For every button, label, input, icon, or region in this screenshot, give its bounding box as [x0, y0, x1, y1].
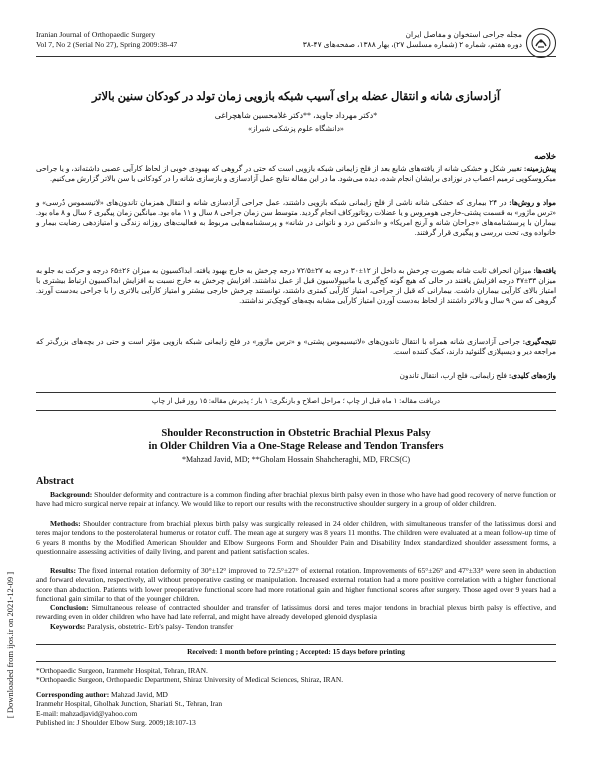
corresponding-author-label: Corresponding author:: [36, 690, 110, 699]
footnote-affiliation-2: *Orthopaedic Surgeon, Orthopaedic Department, Shiraz University of Medical Sciences, Shiraz, IRAN.: [36, 675, 344, 685]
persian-title: آزادسازی شانه و انتقال عضله برای آسیب شبکه بازویی زمان تولد در کودکان سنین بالاتر: [91, 91, 501, 103]
english-footnotes: [36, 666, 556, 685]
english-keywords-label: Keywords:: [50, 622, 86, 631]
persian-conclusion-label: نتیجه‌گیری:: [522, 337, 556, 346]
english-title: [36, 428, 556, 453]
footnote-affiliation-1: *Orthopaedic Surgeon, Iranmehr Hospital, Tehran, IRAN.: [36, 666, 208, 675]
english-methods: [36, 519, 556, 556]
persian-background: [36, 164, 556, 184]
download-stamp-text: [ Downloaded from ijos.ir on 2021-12-09 ]: [5, 571, 15, 719]
journal-name-english: Iranian Journal of Orthopaedic Surgery: [36, 30, 156, 39]
persian-keywords: [36, 371, 556, 381]
published-in: Published in: J Shoulder Elbow Surg. 2009;18:107-13: [36, 717, 196, 727]
journal-name-persian: مجله جراحی استخوان و مفاصل ایران: [405, 30, 522, 39]
persian-conclusion: [36, 337, 556, 357]
persian-keywords-label: واژه‌های کلیدی:: [508, 371, 556, 380]
english-title-line1: Shoulder Reconstruction in Obstetric Brachial Plexus Palsy: [161, 428, 431, 439]
logo-emblem-icon: [530, 32, 552, 54]
corresponding-author-line: [36, 690, 556, 699]
download-stamp: [2, 540, 18, 750]
english-methods-text: Shoulder contracture from brachial plexus birth palsy was surgically released in 24 older children, with simultaneous transfer of the latissimus dorsi and teres major tendons to the posterolateral humerus or rotator cuff. The mean age at surgery was 8 years 11 months. The children were evaluated at a mean follow-up time of 6 years 8 months by the Modified American Shoulder and Elbow Surgeons Form and Shoulder Pain and Disability Index standardized shoulder assessment forms, a questionnaire assessing activities of daily living, and parent and patient satisfaction scales.: [36, 519, 556, 556]
corresponding-author-name: Mahzad Javid, MD: [109, 690, 168, 699]
english-authors: *Mahzad Javid, MD; **Gholam Hossain Shahcheraghi, MD, FRCS(C): [182, 455, 410, 464]
persian-methods-label: مواد و روش‌ها:: [509, 198, 556, 207]
journal-header-english: [36, 30, 177, 49]
english-background-text: Shoulder deformity and contracture is a common finding after brachial plexus birth palsy even in those who have had good recovery of nerve function or have had micro surgical nerve repair at infancy. We would like to report our results with the reconstructive shoulder surgery in a group of older children.: [36, 490, 557, 509]
english-background: [36, 490, 556, 509]
persian-dates-divider-bottom: [36, 410, 556, 411]
corresponding-author-email: E-mail: mahzadjavid@yahoo.com: [36, 708, 138, 718]
persian-results-label: یافته‌ها:: [533, 266, 556, 275]
english-title-line2: in Older Children Via a One-Stage Release and Tendon Transfers: [148, 440, 444, 452]
persian-background-text: تغییر شکل و خشکی شانه از یافته‌های شایع بعد از فلج زایمانی شبکه بازویی است که حتی در گروهی که بهبودی خوبی از لحاظ کارآیی عصبی داشته‌اند، و یا جراحی میکروسکوپی ترمیم اعصاب در نوزادی برایشان انجام شده، دیده می‌شود. ما در این مقاله نتایج عمل آزادسازی و بازسازی شانه را در کودکانی با سن بالاتر گزارش می‌کنیم.: [36, 164, 556, 183]
english-results: [36, 566, 556, 603]
journal-volume-persian: دوره هفتم، شماره ۲ (شماره مسلسل ۲۷)، بهار ۱۳۸۸، صفحه‌های ۴۷-۳۸: [302, 39, 522, 49]
corresponding-author-address: Iranmehr Hospital, Gholhak Junction, Shariati St., Tehran, Iran: [36, 699, 223, 709]
persian-authors: *دکتر مهرداد جاوید، **دکتر غلامحسین شاهچراغی: [214, 111, 378, 120]
english-keywords-text: Paralysis, obstetric- Erb's palsy- Tendon transfer: [85, 622, 234, 631]
english-methods-label: Methods:: [50, 519, 81, 528]
persian-affiliation: «دانشگاه علوم پزشکی شیراز»: [248, 124, 344, 133]
english-results-label: Results:: [50, 566, 76, 575]
persian-dates: دریافت مقاله: ۱ ماه قبل از چاپ ؛ مراحل اصلاح و بازنگری: ۱ بار ؛ پذیرش مقاله: ۱۵ روز قبل از چاپ: [151, 397, 441, 405]
persian-background-label: پیش‌زمینه:: [523, 164, 556, 173]
persian-methods-text: در ۲۴ بیماری که خشکی شانه ناشی از فلج زایمانی شبکه بازویی داشتند، عمل جراحی آزادسازی شانه و انتقال همزمان تاندون‌های «لاتیسموس دُرسی» و «ترس ماژور» به قسمت پشتی-خارجی هومروس و یا عضلات روتاتورکاف انجام گردید. متوسط سن زمان جراحی ۸ سال و ۱۱ ماه بود. میانگین زمان پیگیری ۶ سال و ۸ ماه بود. بیماران با پرسشنامه‌های «جراحان شانه و آرنج امریکا» و «اندکس درد و ناتوانی در شانه» و پرسشنامه‌هایی مربوط به فعالیت‌های روزانه زندگی و امتیازدهی رضایت بیمار و خانواده وی، تحت بررسی و پیگیری قرار گرفتند.: [36, 198, 556, 237]
persian-dates-divider-top: [36, 392, 556, 393]
persian-conclusion-text: جراحی آزادسازی شانه همراه با انتقال تاندون‌های «لاتیسیموس پشتی» و «ترس ماژور» در فلج زایمانی شبکه بازویی مؤثر است و حتی در بچه‌های بزرگ‌تر که مراجعه دیر و دیسپلازی گلنوئید دارند، کمک کننده است.: [36, 337, 556, 356]
persian-results: [36, 266, 556, 306]
persian-abstract-heading: خلاصه: [534, 152, 556, 161]
english-results-text: The fixed internal rotation deformity of 30°±12° improved to 72.5°±27° of external rotation. Improvements of 65°±26° and 47°±33° were seen in abduction and forward elevation, respectively, all without preoperative casting or manipulation. Increased external rotation had a more positive correlation with a higher functional score than abduction. Patients with lower preoperative functional score had more rotational gain and higher functional scores after surgery. Those aged over 9 years had a functional gain similar to that of the younger children.: [36, 566, 556, 603]
journal-header-persian: [303, 30, 522, 49]
journal-volume-english: Vol 7, No 2 (Serial No 27), Spring 2009:38-47: [36, 39, 178, 49]
corresponding-author-block: [36, 690, 556, 727]
persian-methods: [36, 198, 556, 238]
english-keywords: [36, 622, 556, 631]
journal-logo-icon: [526, 28, 556, 58]
english-conclusion-text: Simultaneous release of contracted shoulder and transfer of latissimus dorsi and teres major tendons in brachial plexus birth palsy is effective, and rewarding even in older children who have had late referral, and might have already developed glenoid dysplasia: [36, 603, 556, 622]
header-divider: [36, 56, 556, 57]
persian-keywords-text: فلج زایمانی، فلج ارب، انتقال تاندون: [399, 371, 509, 380]
english-received-dates: Received: 1 month before printing ; Accepted: 15 days before printing: [187, 647, 405, 656]
english-conclusion: [36, 603, 556, 622]
english-abstract-heading: Abstract: [36, 476, 74, 487]
english-conclusion-label: Conclusion:: [50, 603, 89, 612]
received-divider-bottom: [36, 661, 556, 662]
english-background-label: Background:: [50, 490, 93, 499]
persian-results-text: میزان انحراف ثابت شانه بصورت چرخش به داخل از ۱۲±۳۰ درجه به ۲۷±۷۲/۵ درجه چرخش به خارج بهبود یافته. ابداکسیون به میزان ۲۶±۶۵ درجه و حرکت به جلو به میزان ۳۳±۴۷ درجه افزایش یافتند در حالی که هیچ گونه کج‌گیری یا مانیپولاسیون قبل از عمل نداشتند. افزایش چرخش به خارج نسبت به افزایش ابداکسیون ارتباط بیشتری با امتیاز بالای کارآیی بیماران داشت. بیمارانی که قبل از جراحی، امتیاز کارآیی کمتری داشتند، توانستند چرخش خارجی بیشتر و امتیاز کارآیی بالاتری را با جراحی به‌دست آورند. گروهی که سن ۹ سال و بالاتر داشتند از لحاظ به‌دست آوردن امتیاز کارآیی مشابه بچه‌های کوچک‌تر نداشتند.: [36, 266, 556, 305]
received-divider-top: [36, 644, 556, 645]
